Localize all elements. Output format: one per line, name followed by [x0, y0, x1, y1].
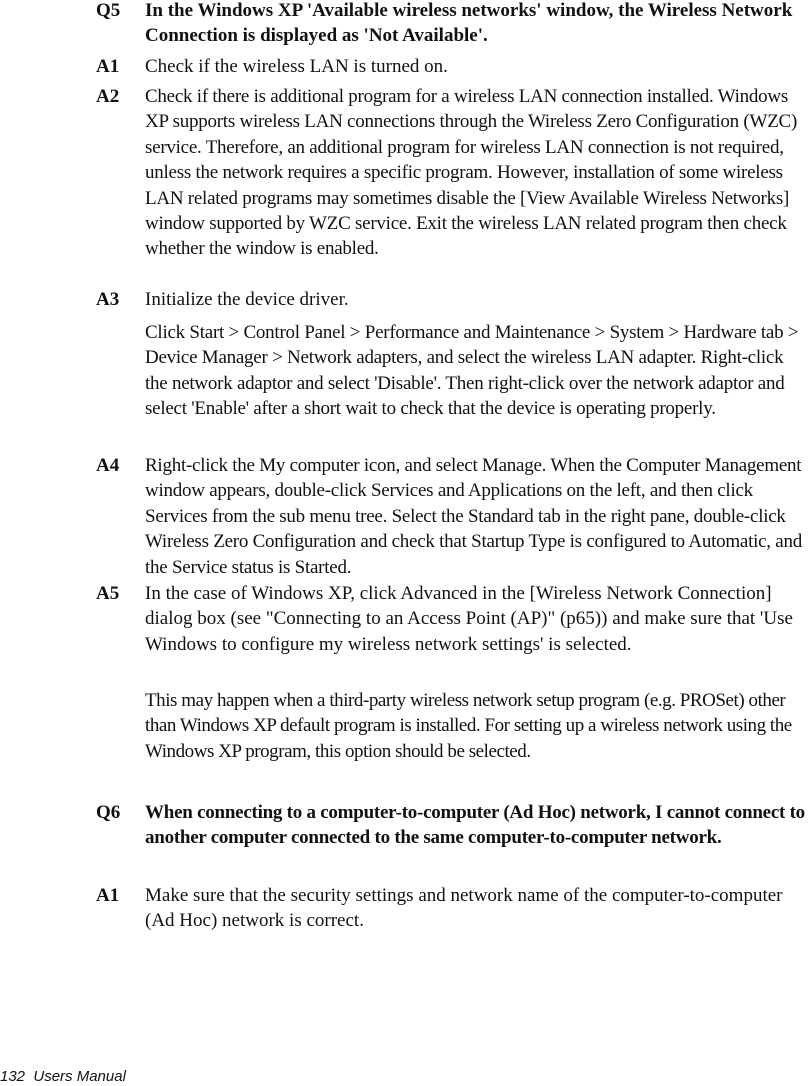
answer-label: A4: [96, 455, 120, 476]
answer-label: A3: [96, 289, 120, 310]
page-footer: [0, 1068, 126, 1086]
answer-text: In the case of Windows XP, click Advanced in the [Wireless Network Connection] dialog box (see "Connecting to an Access Point (AP)" (p65)) and make sure that 'Use Windows to configure my wireless network settings' is selected.: [145, 583, 793, 655]
question-q6: [96, 800, 810, 851]
answer-label: A1: [96, 56, 120, 77]
question-text: In the Windows XP 'Available wireless networks' window, the Wireless Network Connection is displayed as 'Not Available'.: [145, 0, 793, 47]
answer-label: A5: [96, 583, 120, 604]
answer-text: Check if the wireless LAN is turned on.: [145, 56, 448, 77]
answer-label: A1: [96, 885, 120, 906]
manual-title: Users Manual: [33, 1068, 126, 1085]
answer-q5-a2: [96, 84, 810, 262]
answer-q5-a1: [96, 54, 810, 79]
answer-text: Check if there is additional program for a wireless LAN connection installed. Windows XP supports wireless LAN connections through the Wireless Zero Configuration (WZC) service. Therefore, an additional program for wireless LAN connection is not required, unless the network requires a specific program. However, installation of some wireless LAN related programs may sometimes disable the [View Available Wireless Networks] window supported by WZC service. Exit the wireless LAN related program then check whether the window is enabled.: [145, 86, 798, 260]
question-label: Q5: [96, 0, 121, 21]
answer-label: A2: [96, 86, 120, 107]
question-text: When connecting to a computer-to-computer (Ad Hoc) network, I cannot connect to another computer connected to the same computer-to-computer network.: [145, 802, 805, 849]
answer-q5-a3-detail: Click Start > Control Panel > Performance and Maintenance > System > Hardware tab > Device Manager > Network adapters, and select the wireless LAN adapter. Right-click the network adaptor and select 'Disable'. Then right-click over the network adaptor and select 'Enable' after a short wait to check that the device is operating properly.: [145, 322, 799, 420]
answer-q5-a5-detail: This may happen when a third-party wireless network setup program (e.g. PROSet) other than Windows XP default program is installed. For setting up a wireless network using the Windows XP program, this option should be selected.: [145, 690, 792, 762]
answer-text: Initialize the device driver.: [145, 289, 349, 310]
answer-text: Make sure that the security settings and network name of the computer-to-computer (Ad Hoc) network is correct.: [145, 885, 783, 932]
question-label: Q6: [96, 802, 121, 823]
answer-q5-a3: [96, 287, 810, 312]
answer-q5-a5: [96, 581, 810, 657]
page-number: 132: [0, 1068, 26, 1085]
answer-q6-a1: [96, 883, 810, 934]
question-q5: [96, 0, 810, 49]
answer-q5-a4: [96, 453, 810, 580]
answer-text: Right-click the My computer icon, and select Manage. When the Computer Management window appears, double-click Services and Applications on the left, and then click Services from the sub menu tree. Select the Standard tab in the right pane, double-click Wireless Zero Configuration and check that Startup Type is configured to Automatic, and the Service status is Started.: [145, 455, 802, 578]
